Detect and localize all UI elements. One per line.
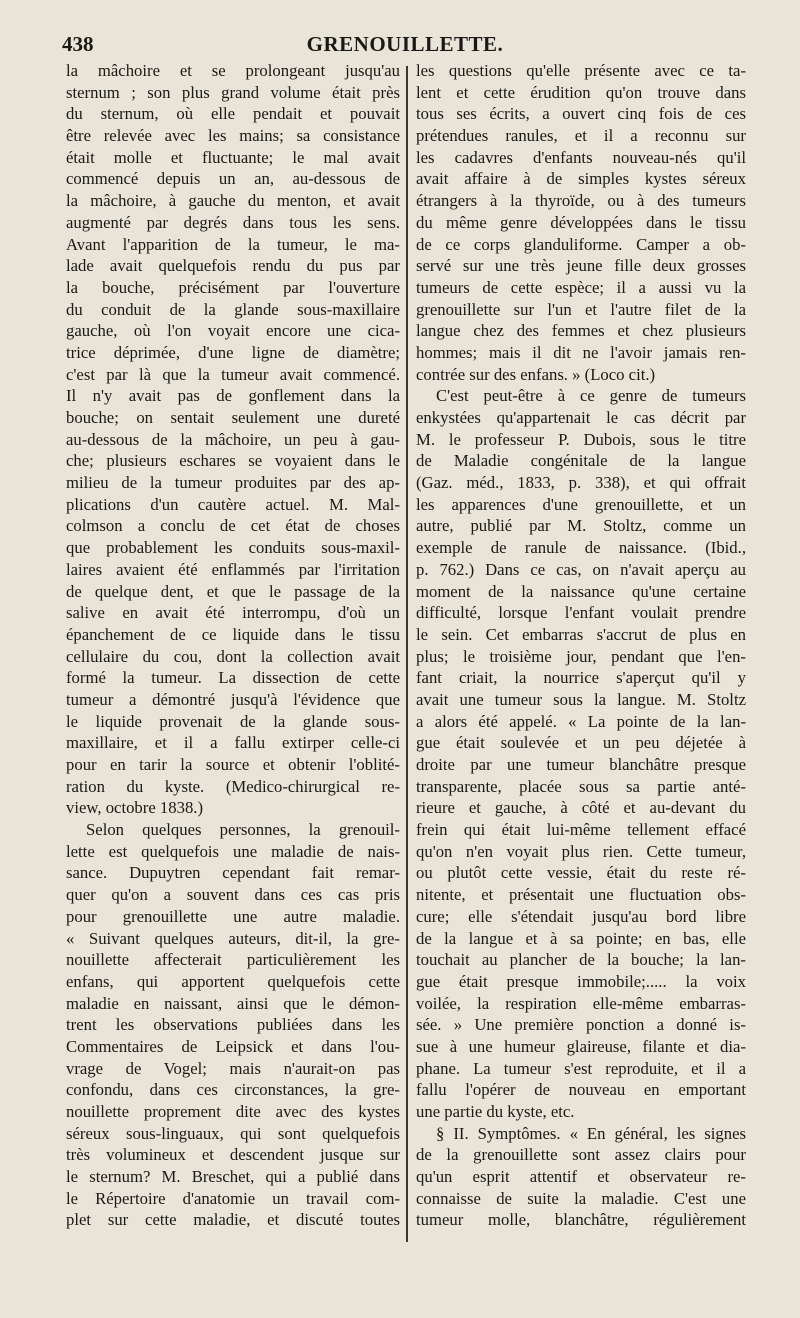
text-line: la mâchoire, à gauche du menton, et avait — [66, 191, 400, 211]
text-line: tumeurs de cette espèce; il a aussi vu la — [416, 277, 746, 297]
text-line: phane. La tumeur s'est reproduite, et il a — [416, 1058, 746, 1078]
text-line: épanchement de ce liquide dans le tissu — [66, 624, 400, 644]
text-line: la mâchoire et se prolongeant jusqu'au — [66, 61, 400, 80]
text-line: sance. Dupuytren cependant fait remar- — [66, 863, 400, 883]
text-line: Avant l'apparition de la tumeur, le ma- — [66, 234, 400, 254]
text-line: le liquide provenait de la glande sous- — [66, 711, 400, 731]
text-line: cellulaire du cou, dont la collection avait — [66, 646, 400, 666]
text-line: servé sur une très jeune fille deux grosses — [416, 256, 746, 276]
text-line: tumeur a démontré jusqu'à l'évidence que — [66, 689, 400, 709]
text-line: les questions qu'elle présente avec ce ta- — [416, 61, 746, 80]
text-line: du sternum, où elle pendait et pouvait — [66, 104, 400, 124]
text-line: maxillaire, et il a fallu extirper celle-ci — [66, 733, 400, 753]
page-header — [62, 32, 748, 62]
text-line: avait affaire à de simples kystes séreux — [416, 169, 746, 189]
text-line: che; plusieurs eschares se voyaient dans le — [66, 451, 400, 471]
text-line: que probablement les conduits sous-maxil- — [66, 538, 400, 558]
text-line: fallu l'opérer de nouveau en emportant — [416, 1080, 746, 1100]
text-line: du conduit de la glande sous-maxillaire — [66, 299, 400, 319]
text-line: § II. Symptômes. « En général, les signes — [436, 1123, 746, 1143]
right-text-column — [416, 60, 746, 1231]
text-line: Il n'y avait pas de gonflement dans la — [66, 386, 400, 406]
text-line: salive en avait été interrompu, d'où un — [66, 603, 400, 623]
text-line: a alors été appelé. « La pointe de la lan- — [416, 711, 746, 731]
text-line: confondu, dans ces circonstances, la gre- — [66, 1080, 400, 1100]
text-line: view, octobre 1838.) — [66, 798, 204, 818]
text-line: prétendues ranules, et il a reconnu sur — [416, 126, 746, 146]
text-line: enfans, qui apportent quelquefois cette — [66, 971, 400, 991]
text-line: ou plutôt cette vessie, était du reste ré- — [416, 863, 746, 883]
text-line: enkystées qu'appartenait le cas décrit par — [416, 408, 746, 427]
text-line: transparente, placée sous sa partie anté- — [416, 776, 746, 796]
text-line: était molle et fluctuante; le mal avait — [66, 147, 400, 167]
text-line: trent les observations publiées dans les — [66, 1015, 400, 1035]
text-line: voilée, la respiration elle-même embarras- — [416, 993, 746, 1013]
text-line: touchait au plancher de la bouche; la lan- — [416, 950, 746, 970]
text-line: quer qu'on a souvent dans ces cas pris — [66, 885, 400, 905]
text-line: gue était soulevée et un peu déjetée à — [416, 733, 746, 753]
text-line: la bouche, précisément par l'ouverture — [66, 277, 400, 297]
text-line: pour grenouillette une autre maladie. — [66, 906, 400, 926]
text-line: gue était presque immobile;..... la voix — [416, 971, 746, 991]
text-line: augmenté par degrés dans tous les sens. — [66, 212, 400, 232]
text-line: séreux sous-linguaux, qui sont quelquefois — [66, 1123, 400, 1143]
text-line: lette est quelquefois une maladie de nais- — [66, 841, 400, 861]
text-line: (Gaz. méd., 1833, p. 338), et qui offrait — [416, 473, 746, 493]
text-line: droite par une tumeur blanchâtre presque — [416, 755, 746, 774]
text-line: nouillette proprement dite avec des kystes — [66, 1102, 400, 1121]
text-line: les cadavres d'enfants nouveau-nés qu'il — [416, 147, 746, 167]
text-line: moment de la naissance qu'une certaine — [416, 581, 746, 601]
text-line: de quelque dent, et que le passage de la — [66, 581, 400, 601]
text-line: une partie du kyste, etc. — [416, 1102, 575, 1121]
text-line: cure; elle s'étendait jusqu'au bord libre — [416, 906, 746, 926]
text-line: difficulté, lorsque l'enfant voulait prendre — [416, 603, 746, 623]
text-line: vrage de Vogel; mais n'aurait-on pas — [66, 1058, 400, 1078]
text-line: C'est peut-être à ce genre de tumeurs — [436, 386, 746, 406]
text-line: grenouillette sur l'un et l'autre filet de la — [416, 299, 746, 319]
text-line: très volumineux et descendent jusque sur — [66, 1145, 400, 1165]
text-line: plus; le troisième jour, pendant que l'en- — [416, 646, 746, 666]
text-line: rieure et gauche, à côté et au-devant du — [416, 798, 746, 818]
text-line: qu'un esprit attentif et observateur re- — [416, 1167, 746, 1187]
text-line: contrée sur des enfans. » (Loco cit.) — [416, 364, 656, 384]
text-line: qu'on n'en voyait plus rien. Cette tumeur, — [416, 841, 746, 861]
text-line: frein qui était lui-même tellement effacé — [416, 820, 746, 840]
text-line: colmson a conclu de cet état de choses — [66, 516, 400, 536]
text-line: ration du kyste. (Medico-chirurgical re- — [66, 776, 400, 796]
page-number: 438 — [62, 32, 94, 56]
text-line: du même genre développées dans le tissu — [416, 212, 746, 232]
text-line: gauche, où l'on voyait encore une cica- — [66, 321, 400, 341]
text-line: de la grenouillette sont assez clairs pour — [416, 1145, 746, 1165]
text-line: nouillette affecterait particulièrement les — [66, 950, 400, 970]
text-line: étrangers à la thyroïde, ou à des tumeurs — [416, 191, 746, 211]
text-line: maladie en naissant, ainsi que le démon- — [66, 993, 400, 1013]
text-line: de la langue et à sa pointe; en bas, elle — [416, 928, 746, 948]
text-line: milieu de la tumeur produites par des ap- — [66, 473, 400, 493]
text-line: sée. » Une première ponction a donné is- — [416, 1015, 746, 1035]
text-line: le Répertoire d'anatomie un travail com- — [66, 1188, 400, 1208]
text-line: formé la tumeur. La dissection de cette — [66, 668, 400, 688]
text-line: nitente, et présentait une fluctuation obs- — [416, 885, 746, 905]
text-line: de ce corps glanduliforme. Camper a ob- — [416, 234, 746, 254]
text-line: être relevée avec les mains; sa consistance — [66, 126, 400, 146]
text-line: Commentaires de Leipsick et dans l'ou- — [66, 1036, 400, 1056]
text-line: « Suivant quelques auteurs, dit-il, la gre- — [66, 928, 400, 948]
text-line: Selon quelques personnes, la grenouil- — [86, 820, 400, 840]
text-line: p. 762.) Dans ce cas, on n'avait aperçu au — [416, 559, 746, 579]
text-line: sternum ; son plus grand volume était près — [66, 82, 400, 102]
text-line: hommes; mais il dit ne l'avoir jamais ren- — [416, 342, 746, 362]
text-line: commencé depuis un an, au-dessous de — [66, 169, 400, 189]
text-line: laires avaient été enflammés par l'irritation — [66, 559, 400, 579]
text-line: exemple de ranule de naissance. (Ibid., — [416, 538, 746, 558]
text-line: plet sur cette maladie, et discuté toutes — [66, 1210, 400, 1230]
text-line: les apparences d'une grenouillette, et un — [416, 494, 746, 514]
text-line: c'est par là que la tumeur avait commencé. — [66, 364, 400, 384]
left-text-column — [66, 60, 400, 1231]
text-line: au-dessous de la mâchoire, un peu à gau- — [66, 429, 400, 449]
text-line: connaisse de suite la maladie. C'est une — [416, 1188, 746, 1208]
text-line: pour en tarir la source et obtenir l'oblité- — [66, 755, 400, 774]
text-line: tous ses écrits, a ouvert cinq fois de ces — [416, 104, 746, 124]
running-title: GRENOUILLETTE. — [306, 32, 504, 56]
text-line: tumeur molle, blanchâtre, régulièrement — [416, 1210, 746, 1230]
text-line: de Maladie congénitale de la langue — [416, 451, 746, 471]
text-line: le sein. Cet embarras s'accrut de plus en — [416, 624, 746, 644]
text-line: autre, publié par M. Stoltz, comme un — [416, 516, 746, 536]
column-divider — [406, 66, 408, 1242]
text-line: bouche; on sentait seulement une dureté — [66, 408, 400, 427]
text-line: trice déprimée, d'une ligne de diamètre; — [66, 342, 400, 362]
text-line: langue chez des femmes et chez plusieurs — [416, 321, 746, 341]
text-line: avait une tumeur sous la langue. M. Stoltz — [416, 689, 746, 709]
text-line: le sternum? M. Breschet, qui a publié dans — [66, 1167, 400, 1187]
text-line: lent et cette érudition qu'on trouve dans — [416, 82, 746, 102]
text-line: M. le professeur P. Dubois, sous le titre — [416, 429, 746, 449]
text-line: plications d'un cautère actuel. M. Mal- — [66, 494, 400, 514]
text-line: lade avait quelquefois rendu du pus par — [66, 256, 400, 276]
text-line: fant criait, la nourrice s'aperçut qu'il y — [416, 668, 746, 688]
text-line: sue à une humeur glaireuse, filante et dia- — [416, 1036, 746, 1056]
